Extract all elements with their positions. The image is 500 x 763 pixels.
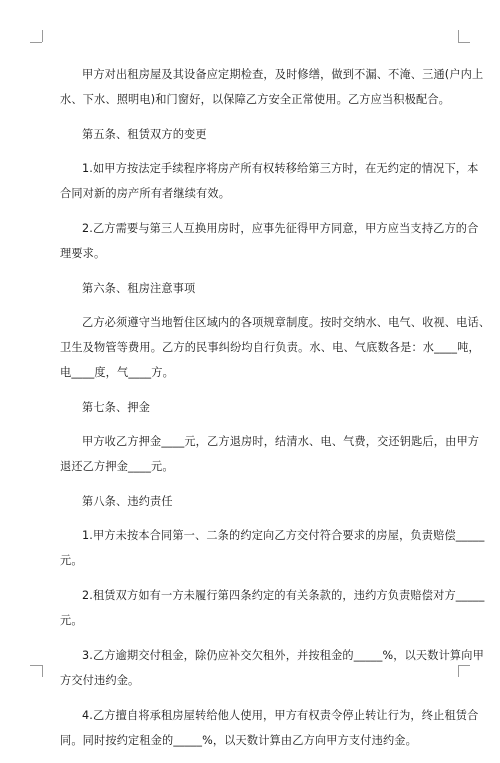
paragraph-line: 甲方对出租房屋及其设备应定期检查，及时修缮，做到不漏、不淹、三通(户内上 [82,68,484,81]
body-paragraph [60,523,485,573]
body-paragraph [60,310,491,385]
crop-mark [30,42,42,43]
crop-mark [458,42,470,43]
document-body [60,62,491,763]
section-heading: 第七条、押金 [82,401,151,414]
paragraph-line: 卫生及物管等费用。乙方的民事纠纷均自行负责。水、电、气底数各是：水____吨， [60,341,480,354]
paragraph-line: 2.乙方需要与第三人互换用房时，应事先征得甲方同意，甲方应当支持乙方的合 [82,222,479,235]
paragraph-line: 合同对新的房产所有者继续有效。 [60,187,231,200]
paragraph-line: 甲方收乙方押金____元，乙方退房时，结清水、电、气费，交还钥匙后，由甲方 [82,435,480,448]
paragraph-line: 方交付违约金。 [60,674,140,687]
paragraph-line: 退还乙方押金____元。 [60,460,174,473]
paragraph-line: 2.租赁双方如有一方未履行第四条约定的有关条款的，违约方负责赔偿对方_____ [82,589,485,602]
paragraph-line: 电____度，气____方。 [60,366,174,379]
section-heading: 第八条、违约责任 [82,495,173,508]
body-paragraph [60,703,479,753]
crop-mark [42,30,43,42]
crop-mark [458,30,459,42]
paragraph-line: 乙方必须遵守当地暂住区域内的各项规章制度。按时交纳水、电气、收视、电话、 [82,316,491,329]
body-paragraph [60,62,484,112]
body-paragraph [60,429,480,479]
paragraph-line: 4.乙方擅自将承租房屋转给他人使用，甲方有权责令停止转让行为，终止租赁合 [82,709,479,722]
paragraph-line: 水、下水、照明电)和门窗好，以保障乙方安全正常使用。乙方应当积极配合。 [60,93,450,106]
body-paragraph [60,156,479,206]
paragraph-line: 元。 [60,614,83,627]
paragraph-line: 3.乙方逾期交付租金，除仍应补交欠租外，并按租金的_____%，以天数计算向甲 [82,649,484,662]
section-heading: 第六条、租房注意事项 [82,282,196,295]
section-heading: 第五条、租赁双方的变更 [82,128,207,141]
crop-mark [42,665,43,677]
paragraph-line: 1.如甲方按法定手续程序将房产所有权转移给第三方时，在无约定的情况下，本 [82,162,479,175]
body-paragraph [60,583,485,633]
paragraph-line: 元。 [60,554,83,567]
paragraph-line: 同。同时按约定租金的_____%，以天数计算由乙方向甲方支付违约金。 [60,734,417,747]
paragraph-line: 理要求。 [60,247,106,260]
body-paragraph [60,643,484,693]
crop-mark [30,665,42,666]
body-paragraph [60,216,479,266]
paragraph-line: 1.甲方未按本合同第一、二条的约定向乙方交付符合要求的房屋，负责赔偿_____ [82,529,485,542]
